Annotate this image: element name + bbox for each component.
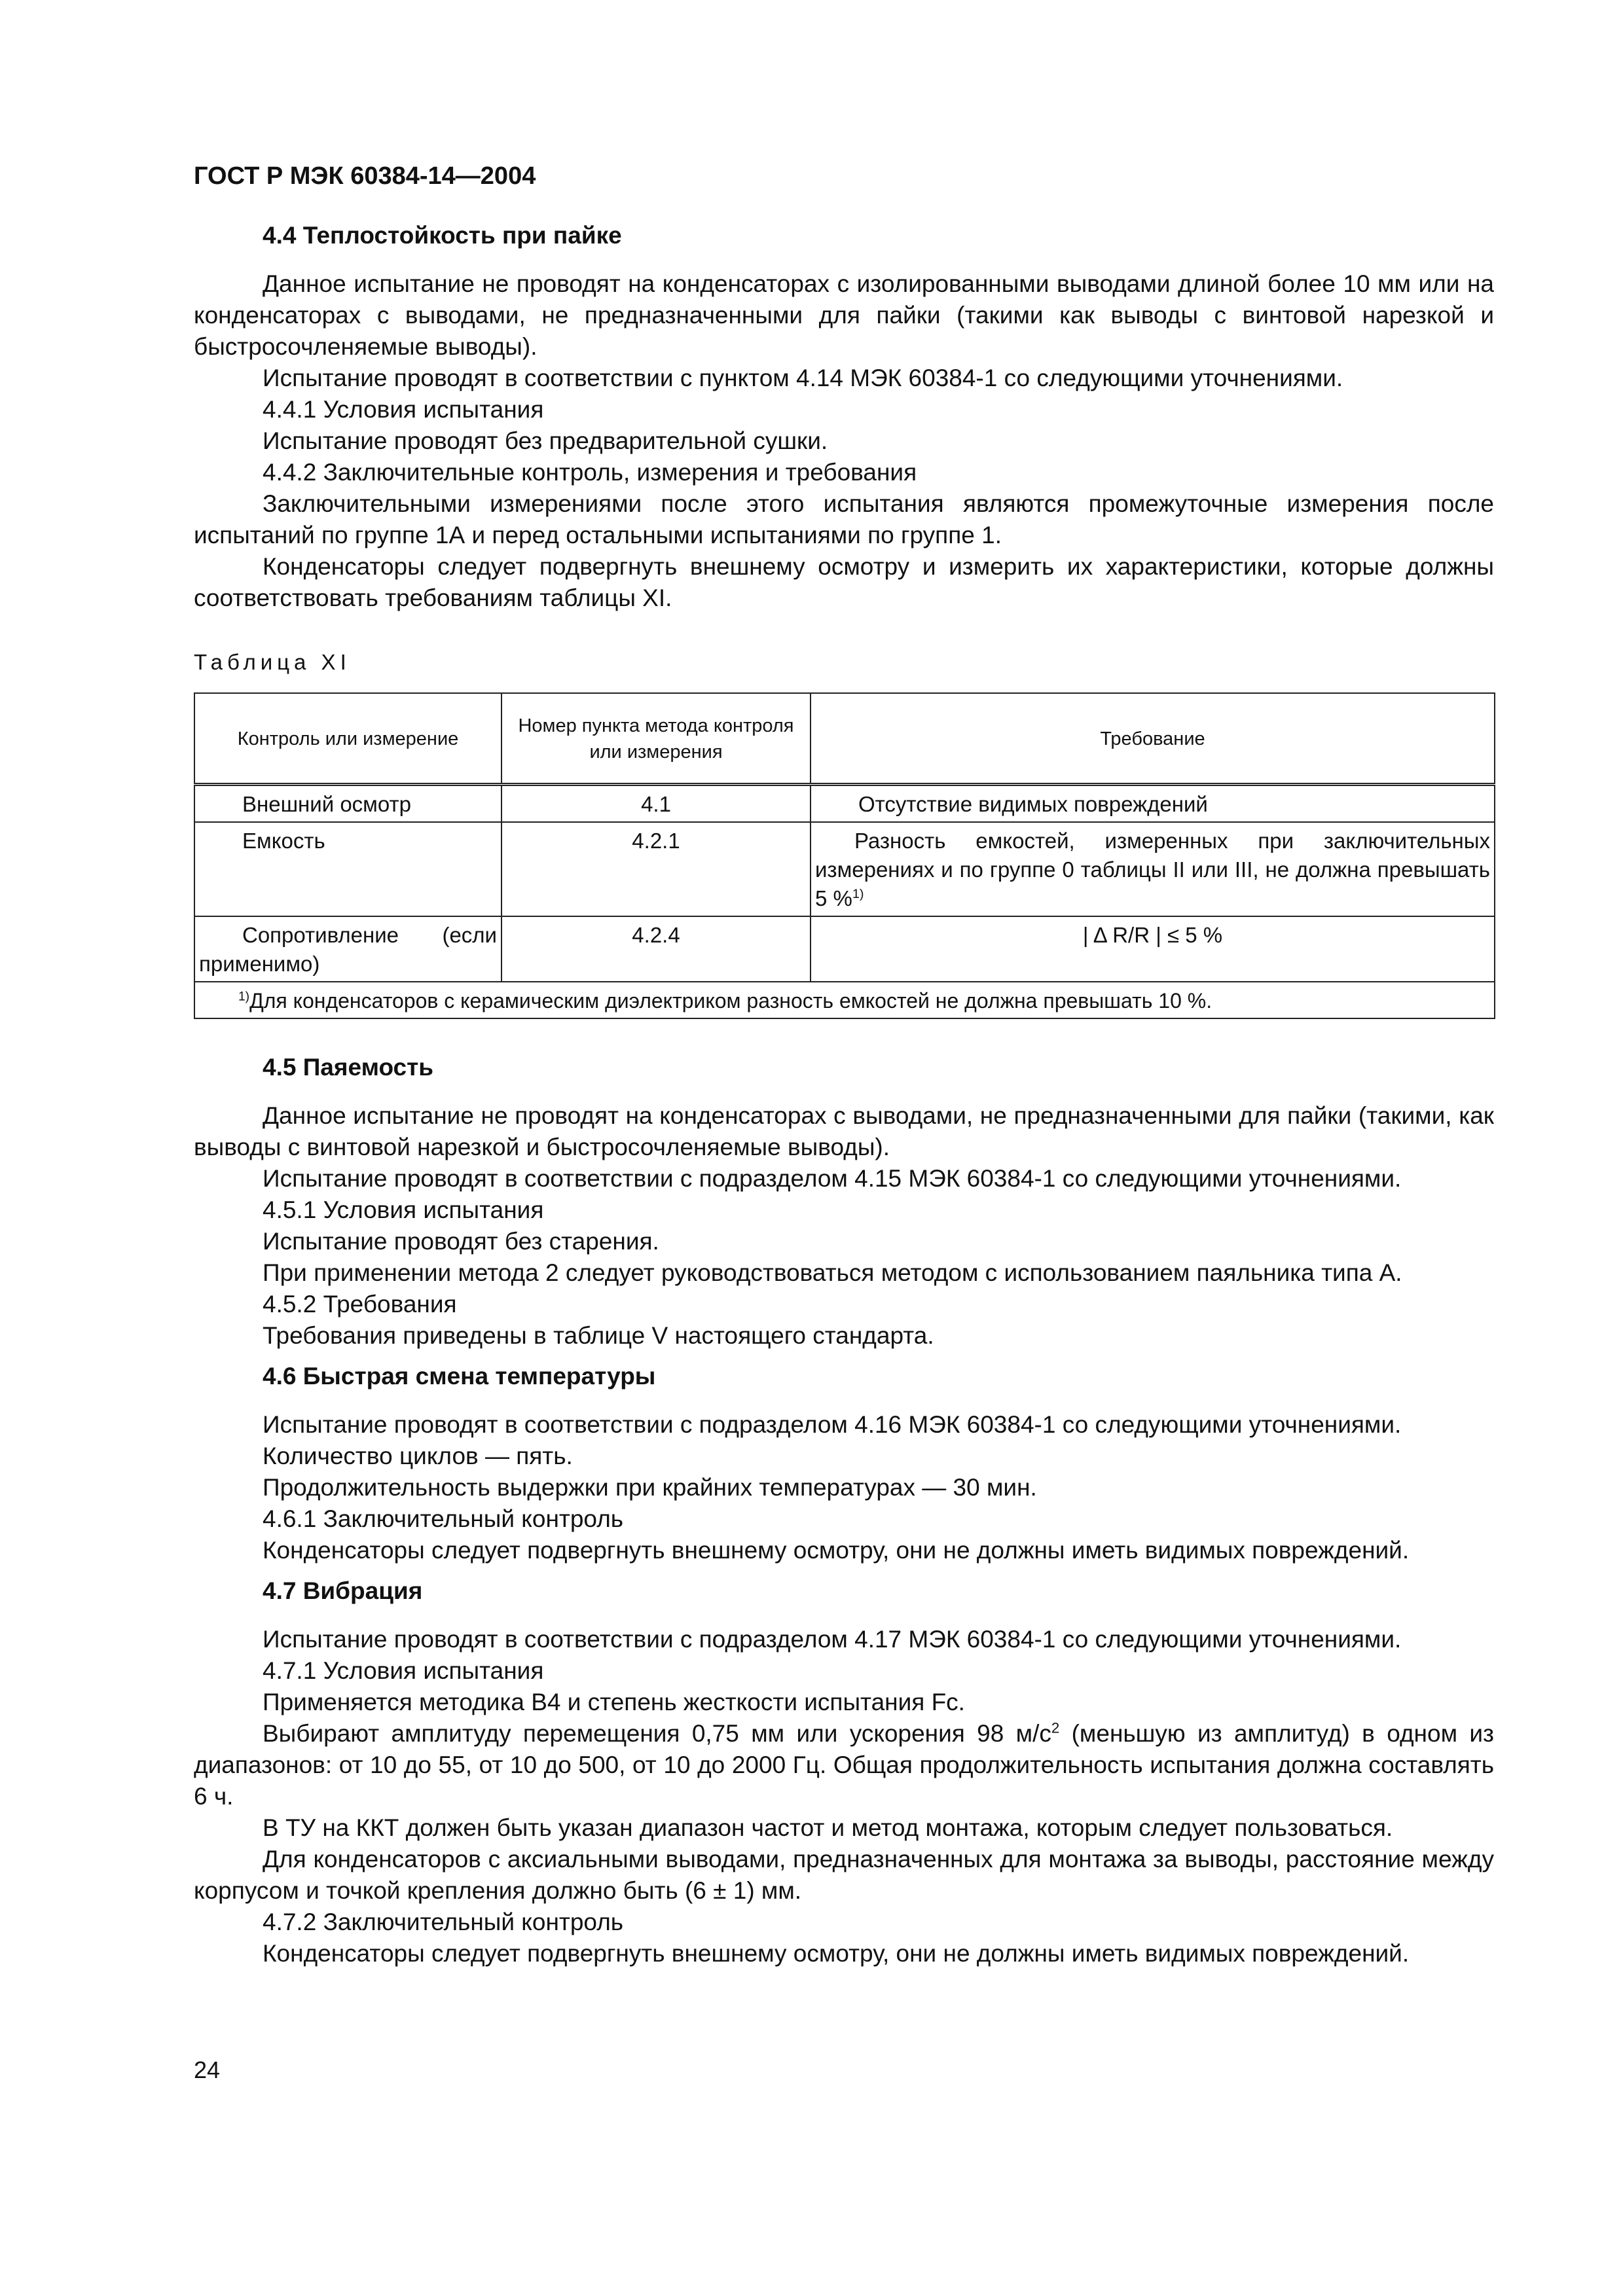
paragraph: В ТУ на ККТ должен быть указан диапазон частот и метод монтажа, которым следует пользоваться.	[263, 1814, 1393, 1841]
header-cell: Номер пункта метода контроля или измерения	[501, 693, 811, 785]
table-row	[194, 916, 1495, 982]
subsection-heading: 4.7.1 Условия испытания	[263, 1657, 544, 1684]
paragraph: Количество циклов — пять.	[263, 1443, 573, 1469]
document-header: ГОСТ Р МЭК 60384-14—2004	[194, 162, 536, 190]
paragraph: Конденсаторы следует подвергнуть внешнему осмотру, они не должны иметь видимых повреждений.	[263, 1537, 1410, 1564]
paragraph: Требования приведены в таблице V настоящего стандарта.	[263, 1322, 934, 1349]
paragraph: Заключительными измерениями после этого испытания являются промежуточные измерения после испытаний по группе 1А и перед остальными испытаниями по группе 1.	[194, 490, 1494, 548]
paragraph: Испытание проводят в соответствии с пунктом 4.14 МЭК 60384-1 со следующими уточнениями.	[263, 365, 1343, 391]
table-cell: Разность емкостей, измеренных при заключительных измерениях и по группе 0 таблицы II или III, не должна превышать 5 %$^{1)}$	[811, 822, 1495, 916]
table-cell: Отсутствие видимых повреждений	[811, 785, 1495, 823]
table-row	[194, 822, 1495, 916]
section-title: 4.4 Теплостойкость при пайке	[263, 222, 622, 249]
subsection-heading: 4.7.2 Заключительный контроль	[263, 1909, 624, 1935]
paragraph: Данное испытание не проводят на конденсаторах с выводами, не предназначенными для пайки (такими, как выводы с винтовой нарезкой и быстросочленяемые выводы).	[194, 1102, 1494, 1160]
table-footnote: $^{1)}$Для конденсаторов с керамическим диэлектриком разность емкостей не должна превышать 10 %.	[194, 982, 1495, 1018]
header-cell: Требование	[811, 693, 1495, 785]
paragraph: Продолжительность выдержки при крайних температурах — 30 мин.	[263, 1474, 1037, 1501]
section-title: 4.6 Быстрая смена температуры	[263, 1363, 656, 1390]
table-cell: 4.1	[501, 785, 811, 823]
footnote-ref: 1)	[852, 887, 864, 901]
table-cell: Емкость	[194, 822, 501, 916]
table-caption: Таблица XI	[194, 650, 351, 674]
subsection-heading: 4.4.1 Условия испытания	[263, 396, 544, 423]
table-cell: Сопротивление (если применимо)	[194, 916, 501, 982]
paragraph: Испытание проводят в соответствии с подразделом 4.15 МЭК 60384-1 со следующими уточнениями.	[263, 1165, 1402, 1192]
paragraph: Для конденсаторов с аксиальными выводами, предназначенных для монтажа за выводы, расстояние между корпусом и точкой крепления должно быть (6 ± 1) мм.	[194, 1846, 1494, 1904]
section-title: 4.5 Паяемость	[263, 1054, 434, 1081]
page-number: 24	[194, 2056, 221, 2083]
paragraph: Испытание проводят без предварительной сушки.	[263, 427, 828, 454]
table-cell: 4.2.4	[501, 916, 811, 982]
section-4-4	[194, 220, 1494, 1969]
paragraph: Испытание проводят в соответствии с подразделом 4.16 МЭК 60384-1 со следующими уточнениями.	[263, 1411, 1402, 1438]
table-row	[194, 785, 1495, 823]
paragraph: Испытание проводят в соответствии с подразделом 4.17 МЭК 60384-1 со следующими уточнениями.	[263, 1626, 1402, 1653]
subsection-heading: 4.5.1 Условия испытания	[263, 1196, 544, 1223]
subsection-heading: 4.6.1 Заключительный контроль	[263, 1505, 624, 1532]
paragraph: Конденсаторы следует подвергнуть внешнему осмотру, они не должны иметь видимых повреждений.	[263, 1940, 1410, 1967]
section-title: 4.7 Вибрация	[263, 1577, 423, 1604]
table-footnote-row	[194, 982, 1495, 1018]
table-header-row	[194, 693, 1495, 785]
paragraph: Выбирают амплитуду перемещения 0,75 мм или ускорения 98 $м/с^2$ (меньшую из амплитуд) в одном из диапазонов: от 10 до 55, от 10 до 500, от 10 до 2000 Гц. Общая продолжительность испытания должна составлять 6 ч.	[194, 1719, 1494, 1810]
paragraph: Данное испытание не проводят на конденсаторах с изолированными выводами длиной более 10 мм или на конденсаторах с выводами, не предназначенными для пайки (такими как выводы с винтовой нарезкой и быстросочленяемые выводы).	[194, 270, 1494, 360]
subsection-heading: 4.5.2 Требования	[263, 1291, 457, 1318]
paragraph: Испытание проводят без старения.	[263, 1228, 659, 1255]
subsection-heading: 4.4.2 Заключительные контроль, измерения и требования	[263, 459, 917, 486]
table-xi	[194, 692, 1495, 1019]
paragraph: Применяется методика В4 и степень жесткости испытания Fc.	[263, 1689, 965, 1715]
table-cell: 4.2.1	[501, 822, 811, 916]
paragraph: При применении метода 2 следует руководствоваться методом с использованием паяльника типа А.	[263, 1259, 1402, 1286]
table-cell: | Δ R/R | ≤ 5 %	[811, 916, 1495, 982]
table-cell: Внешний осмотр	[194, 785, 501, 823]
header-cell: Контроль или измерение	[194, 693, 501, 785]
paragraph: Конденсаторы следует подвергнуть внешнему осмотру и измерить их характеристики, которые должны соответствовать требованиям таблицы XI.	[194, 553, 1494, 611]
